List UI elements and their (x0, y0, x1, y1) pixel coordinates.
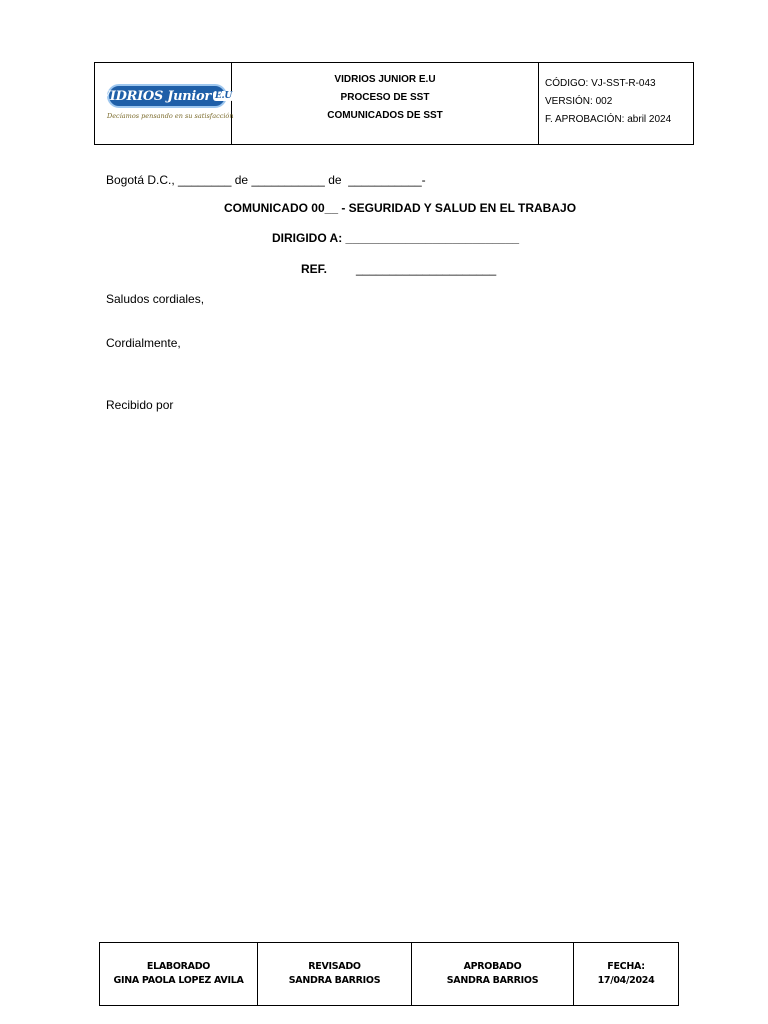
header-version: VERSIÓN: 002 (545, 96, 613, 107)
footer-cell-value: SANDRA BARRIOS (288, 975, 381, 986)
footer-cell-elaborado (100, 943, 258, 1005)
header-code: CÓDIGO: VJ-SST-R-043 (545, 78, 656, 89)
header-company-name: VIDRIOS JUNIOR E.U (334, 74, 436, 85)
footer-cell-revisado (258, 943, 412, 1005)
closing: Cordialmente, (106, 336, 181, 350)
footer-cell-title: REVISADO (308, 961, 361, 972)
footer-cell-value: 17/04/2024 (597, 975, 655, 986)
footer-cell-title: APROBADO (463, 961, 522, 972)
logo-tagline: Decíamos pensando en su satisfacción (107, 112, 234, 120)
footer-cell-title: ELABORADO (146, 961, 211, 972)
communique-title: COMUNICADO 00__ - SEGURIDAD Y SALUD EN EL TRABAJO (223, 201, 577, 215)
footer-cell-value: GINA PAOLA LOPEZ AVILA (113, 975, 244, 986)
footer-cell-fecha (574, 943, 678, 1005)
ref-line: _____________________ (356, 262, 497, 276)
footer-cell-title: FECHA: (607, 961, 645, 972)
header-document-type: COMUNICADOS DE SST (327, 110, 443, 121)
place-date-line: Bogotá D.C., ________ de ___________ de ___________- (106, 173, 426, 187)
logo-brand: VIDRIOS Junior (100, 88, 211, 104)
addressee-line: DIRIGIDO A: __________________________ (272, 231, 520, 245)
footer-cell-value: SANDRA BARRIOS (446, 975, 539, 986)
received-by: Recibido por (106, 398, 174, 412)
footer-cell-aprobado (412, 943, 574, 1005)
approval-footer (99, 942, 679, 1006)
company-logo (100, 84, 232, 108)
greeting: Saludos cordiales, (106, 292, 205, 306)
ref-label: REF. (301, 262, 328, 276)
document-header (94, 62, 694, 145)
header-title-cell (232, 63, 539, 144)
logo-suffix: E.U (214, 91, 232, 101)
header-meta-cell (539, 63, 693, 144)
header-process: PROCESO DE SST (340, 92, 430, 103)
header-approval-date: F. APROBACIÓN: abril 2024 (545, 114, 672, 125)
logo-cell (95, 63, 232, 144)
